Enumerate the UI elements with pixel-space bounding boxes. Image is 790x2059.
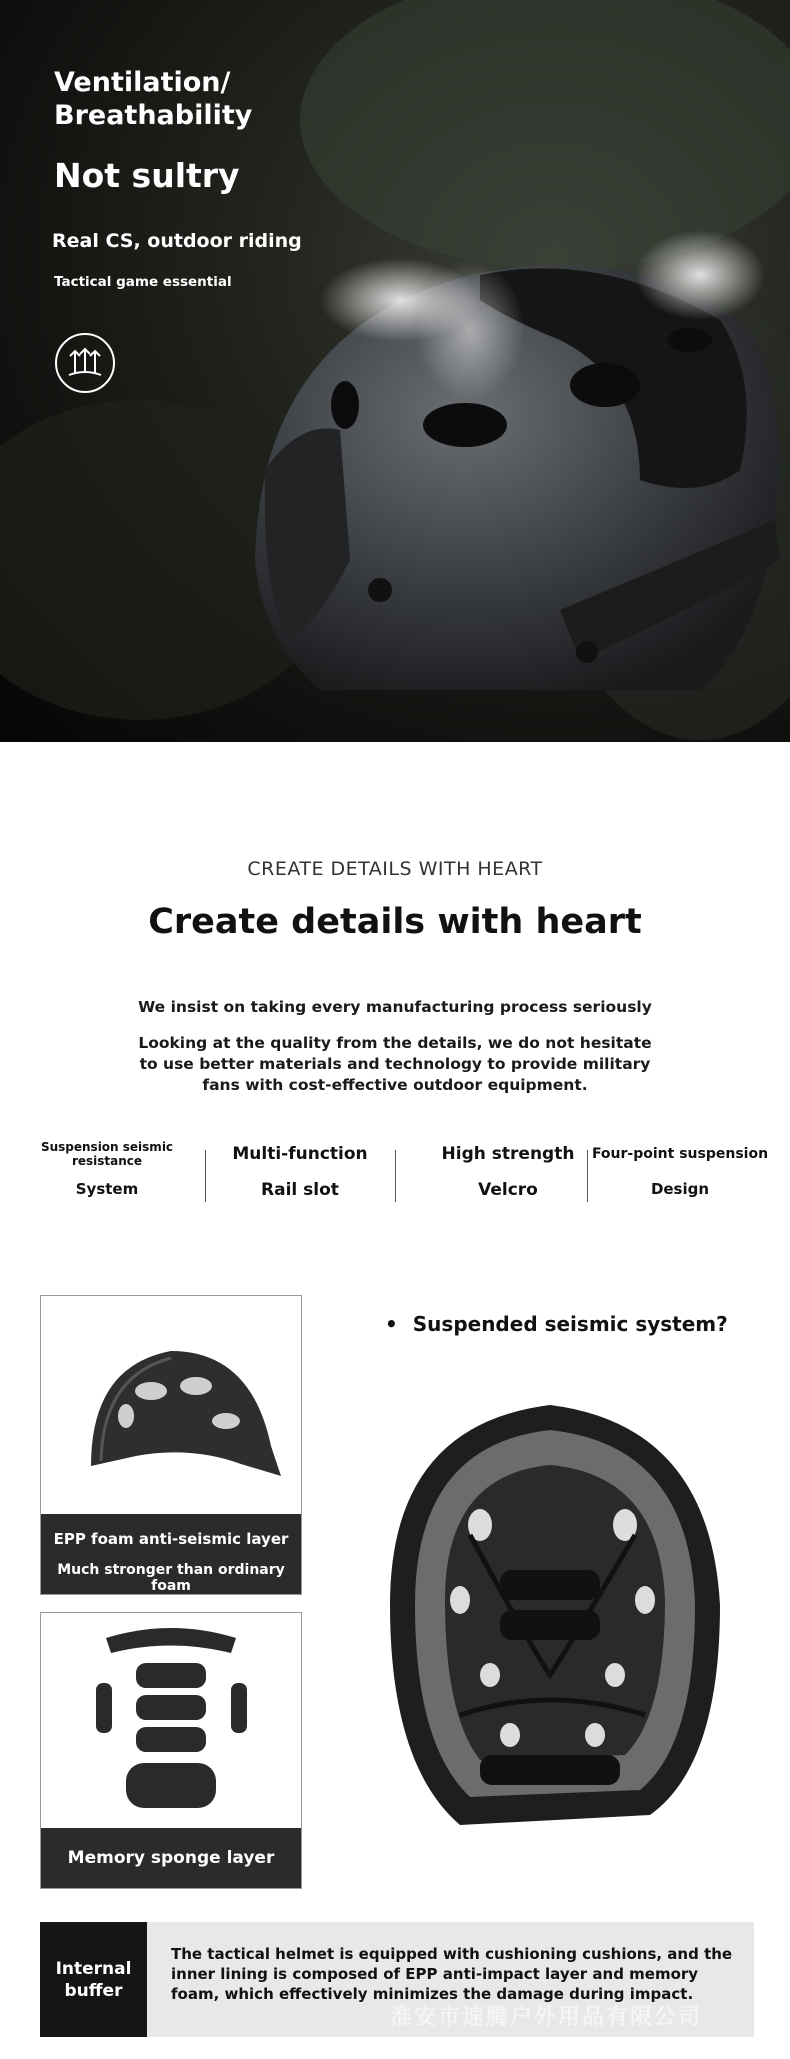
feature-top: Suspension seismic resistance: [40, 1140, 174, 1168]
feature-bottom: System: [75, 1180, 139, 1198]
memory-caption: Memory sponge layer: [41, 1828, 301, 1888]
details-body-wrap: [135, 1033, 655, 1096]
hero-tagline: Tactical game essential: [54, 274, 232, 290]
details-body: Looking at the quality from the details, we do not hesitate to use better materials and technology to provide military fans with cost-effective outdoor equipment.: [138, 1034, 652, 1094]
feature-velcro: [418, 1134, 598, 1200]
epp-caption-line1: EPP foam anti-seismic layer: [53, 1530, 289, 1548]
hero-banner: [0, 0, 790, 742]
feature-bottom: Design: [650, 1180, 710, 1198]
feature-bottom: Velcro: [478, 1180, 538, 1200]
feature-top: Four-point suspension: [591, 1146, 769, 1162]
epp-caption-line2: Much stronger than ordinary foam: [57, 1562, 285, 1594]
details-intro: We insist on taking every manufacturing process seriously: [138, 998, 652, 1016]
suspension-heading: [385, 1312, 728, 1336]
hero-subtitle: Real CS, outdoor riding: [52, 230, 302, 252]
feature-divider: [205, 1150, 206, 1202]
feature-divider: [395, 1150, 396, 1202]
feature-top: High strength: [441, 1144, 575, 1164]
feature-divider: [587, 1150, 588, 1202]
feature-suspension: [17, 1134, 197, 1198]
memory-pads-image: [41, 1613, 301, 1828]
bullet-icon: •: [385, 1312, 398, 1336]
company-watermark: 淮安市速腾户外用品有限公司: [390, 2005, 703, 2030]
internal-buffer-label: Internal buffer: [40, 1922, 147, 2037]
feature-top: Multi-function: [232, 1144, 368, 1164]
internal-buffer-text: The tactical helmet is equipped with cushioning cushions, and the inner lining is composed of EPP anti-impact layer and memory foam, which effectively minimizes the damage during impact.: [171, 1945, 733, 2003]
feature-four-point: [590, 1134, 770, 1198]
epp-caption: [41, 1514, 301, 1594]
feature-bottom: Rail slot: [261, 1180, 339, 1200]
details-title: Create details with heart: [148, 902, 642, 942]
ventilation-arrows-icon: [55, 333, 115, 393]
suspension-label: Suspended seismic system?: [412, 1312, 728, 1336]
internal-buffer-box: [40, 1922, 754, 2037]
feature-rail-slot: [210, 1134, 390, 1200]
epp-foam-image: [41, 1296, 301, 1514]
helmet-interior-image: [350, 1385, 750, 1845]
memory-sponge-panel: [40, 1612, 302, 1889]
hero-title: Ventilation/ Breathability: [54, 67, 253, 131]
epp-foam-panel: [40, 1295, 302, 1595]
details-kicker: CREATE DETAILS WITH HEART: [247, 858, 543, 880]
hero-headline: Not sultry: [54, 156, 240, 195]
